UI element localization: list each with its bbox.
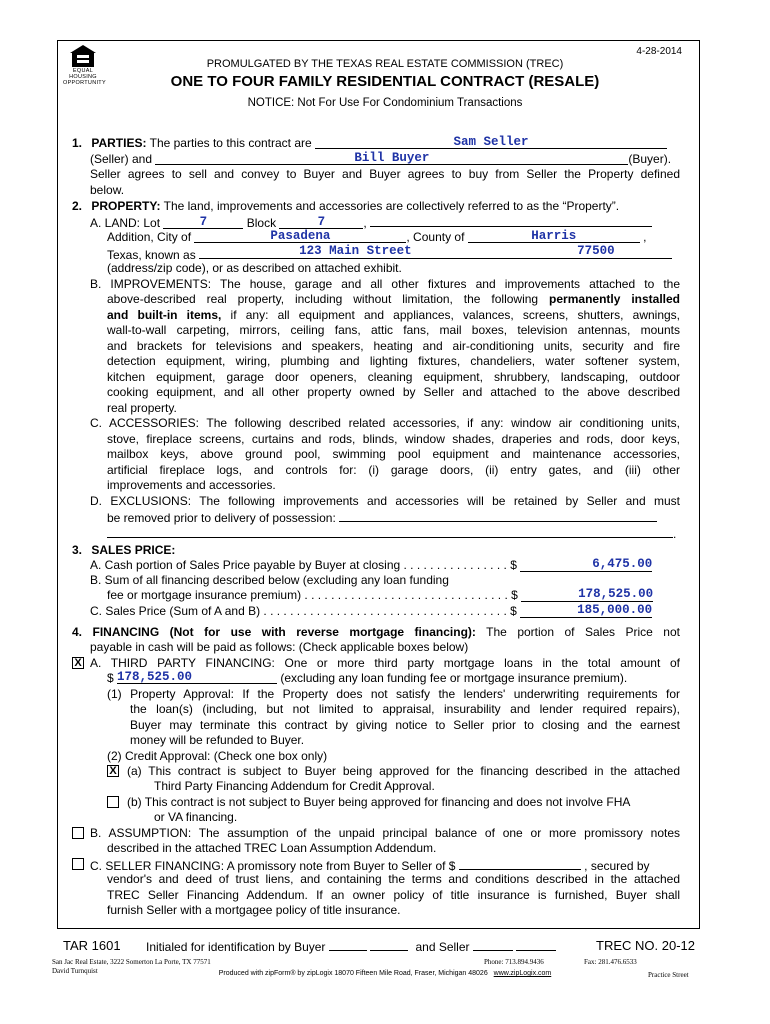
improvements-5: and brackets for televisions and speakers, heating and air-conditioning units, security and fire bbox=[107, 339, 680, 353]
seller-financing-checkbox[interactable] bbox=[72, 858, 84, 870]
property-heading: 2. PROPERTY: The land, improvements and accessories are collectively referred to as the “Property”. bbox=[72, 199, 620, 213]
seller-financing-3: TREC Seller Financing Addendum. If an owner policy of title insurance is furnished, Buyer shall bbox=[107, 888, 680, 902]
credit-approval: (2) Credit Approval: (Check one box only) bbox=[107, 749, 328, 763]
cash-portion-line: A. Cash portion of Sales Price payable by Buyer at closing . . . . . . . . . . . . . . . . $ 6,475.00 bbox=[90, 557, 653, 572]
accessories-3: mailbox keys, above ground pool, swimming pool equipment and maintenance accessories, bbox=[107, 447, 680, 461]
assumption-checkbox[interactable] bbox=[72, 827, 84, 839]
improvements-6: detection equipment, wiring, plumbing and lighting fixtures, chandeliers, water softener system, bbox=[107, 354, 680, 368]
exclusions-1: D. EXCLUSIONS: The following improvements and accessories will be retained by Seller and must bbox=[90, 494, 680, 508]
improvements-3: and built-in items, if any: all equipment and appliances, valances, screens, shutters, awnings, bbox=[107, 308, 681, 322]
credit-approval-b-checkbox[interactable] bbox=[107, 796, 119, 808]
improvements-1: B. IMPROVEMENTS: The house, garage and all other fixtures and improvements attached to the bbox=[90, 277, 680, 291]
practice-label: Practice Street bbox=[648, 971, 689, 979]
buyer-initial-2[interactable] bbox=[370, 940, 408, 951]
third-party-checkbox[interactable]: X bbox=[72, 657, 84, 669]
credit-approval-a-1: (a) This contract is subject to Buyer being approved for the financing described in the attached bbox=[127, 764, 680, 778]
buyer-field[interactable]: Bill Buyer bbox=[155, 152, 628, 165]
address-note: (address/zip code), or as described on attached exhibit. bbox=[107, 261, 402, 275]
parties-text-end: below. bbox=[90, 183, 125, 197]
financing-heading: 4. FINANCING (Not for use with reverse mortgage financing): The portion of Sales Price not bbox=[72, 625, 680, 639]
phone: Phone: 713.894.9436 bbox=[484, 958, 544, 966]
initials-line: Initialed for identification by Buyer and Seller bbox=[146, 940, 556, 954]
improvements-8: cooking equipment, and all other property owned by Seller and attached to the above described bbox=[107, 385, 680, 399]
county-field[interactable]: Harris bbox=[468, 230, 640, 243]
sales-price-field[interactable]: 185,000.00 bbox=[520, 605, 652, 618]
credit-approval-b-2: or VA financing. bbox=[154, 810, 238, 824]
accessories-1: C. ACCESSORIES: The following described related accessories, if any: window air conditioning units, bbox=[90, 416, 680, 430]
exclusions-field[interactable] bbox=[339, 509, 657, 522]
property-approval-1: (1) Property Approval: If the Property does not satisfy the lenders' underwriting requirements for bbox=[107, 687, 680, 701]
credit-approval-a-checkbox[interactable]: X bbox=[107, 765, 119, 777]
third-party-amount-field[interactable]: 178,525.00 bbox=[117, 671, 277, 684]
exclusions-2: be removed prior to delivery of possession: bbox=[107, 509, 657, 526]
property-approval-3: Buyer may terminate this contract by giving notice to Seller prior to closing and the earnest bbox=[130, 718, 680, 732]
city-field[interactable]: Pasadena bbox=[194, 230, 406, 243]
sales-price-heading: 3. SALES PRICE: bbox=[72, 543, 176, 557]
third-party-1: A. THIRD PARTY FINANCING: One or more third party mortgage loans in the total amount of bbox=[90, 656, 680, 670]
office-line: San Jac Real Estate, 3222 Somerton La Porte, TX 77571 bbox=[52, 958, 211, 966]
accessories-5: improvements and accessories. bbox=[107, 478, 276, 492]
improvements-4: wall-to-wall carpeting, mirrors, ceiling fans, attic fans, mail boxes, television antennas, mounts bbox=[107, 323, 680, 337]
assumption-2: described in the attached TREC Loan Assumption Addendum. bbox=[107, 841, 437, 855]
produced-by: Produced with zipForm® by zipLogix 18070 Fifteen Mile Road, Fraser, Michigan 48026 www.zipLogix.com bbox=[218, 970, 552, 977]
sales-price-line: C. Sales Price (Sum of A and B) . . . . . . . . . . . . . . . . . . . . . . . . . . . . . . . . . . . . . $ 185,000.00 bbox=[90, 603, 653, 618]
block-field[interactable]: 7 bbox=[279, 216, 363, 229]
land-extra-field[interactable] bbox=[370, 214, 652, 227]
financing-sum-line-2: fee or mortgage insurance premium) . . . . . . . . . . . . . . . . . . . . . . . . . . . . . . . $ 178,525.00 bbox=[107, 587, 654, 602]
promulgated-line: PROMULGATED BY THE TEXAS REAL ESTATE COMMISSION (TREC) bbox=[206, 58, 564, 70]
property-approval-4: money will be refunded to Buyer. bbox=[130, 733, 305, 747]
seller-initial-2[interactable] bbox=[516, 940, 556, 951]
addition-line: Addition, City of Pasadena , County of Harris , bbox=[107, 229, 647, 244]
credit-approval-b-1: (b) This contract is not subject to Buyer being approved for financing and does not involve FHA bbox=[127, 795, 631, 809]
land-line: A. LAND: Lot 7 Block 7 , bbox=[90, 214, 652, 231]
third-party-2: $ 178,525.00 (excluding any loan funding fee or mortgage insurance premium). bbox=[107, 670, 628, 685]
improvements-9: real property. bbox=[107, 401, 177, 415]
seller-buyer-line: (Seller) and Bill Buyer (Buyer). bbox=[90, 151, 672, 166]
trec-number: TREC NO. 20-12 bbox=[596, 938, 695, 953]
seller-initial-1[interactable] bbox=[473, 940, 513, 951]
assumption-1: B. ASSUMPTION: The assumption of the unpaid principal balance of one or more promissory notes bbox=[90, 826, 680, 840]
financing-instruction: payable in cash will be paid as follows: (Check applicable boxes below) bbox=[90, 640, 469, 654]
logo-text-2: OPPORTUNITY bbox=[63, 80, 106, 86]
form-notice: NOTICE: Not For Use For Condominium Transactions bbox=[247, 97, 523, 109]
seller-financing-4: furnish Seller with a mortgagee policy of title insurance. bbox=[107, 903, 401, 917]
form-title: ONE TO FOUR FAMILY RESIDENTIAL CONTRACT (RESALE) bbox=[170, 73, 600, 90]
website-link[interactable]: www.zipLogix.com bbox=[493, 970, 552, 977]
buyer-initial-1[interactable] bbox=[329, 940, 367, 951]
seller-financing-2: vendor's and deed of trust liens, and containing the terms and conditions described in the attached bbox=[107, 872, 680, 886]
agent-name: David Turnquist bbox=[52, 967, 98, 975]
lot-field[interactable]: 7 bbox=[163, 216, 243, 229]
property-approval-2: the loan(s) (including, but not limited to appraisal, insurability and lender required repairs), bbox=[130, 702, 680, 716]
accessories-2: stove, fireplace screens, curtains and rods, blinds, window shades, draperies and rods, door keys, bbox=[107, 432, 680, 446]
fax: Fax: 281.476.6533 bbox=[584, 958, 637, 966]
address-field[interactable]: 123 Main Street 77500 bbox=[199, 246, 672, 259]
tar-number: TAR 1601 bbox=[63, 938, 121, 953]
exclusions-3: . bbox=[107, 525, 676, 542]
seller-field[interactable]: Sam Seller bbox=[315, 136, 667, 149]
form-date: 4-28-2014 bbox=[636, 46, 682, 57]
seller-financing-field[interactable] bbox=[459, 857, 581, 870]
financing-sum-field[interactable]: 178,525.00 bbox=[521, 589, 653, 602]
exclusions-field-2[interactable] bbox=[107, 525, 673, 538]
cash-portion-field[interactable]: 6,475.00 bbox=[520, 559, 652, 572]
accessories-4: artificial fireplace logs, and controls for: (i) garage doors, (ii) entry gates, and (iii) other bbox=[107, 463, 680, 477]
seller-financing-1: C. SELLER FINANCING: A promissory note from Buyer to Seller of $ , secured by bbox=[90, 859, 650, 873]
parties-line: 1. PARTIES: The parties to this contract are Sam Seller bbox=[72, 136, 667, 151]
known-as-line: Texas, known as 123 Main Street 77500 bbox=[107, 246, 672, 263]
improvements-2: above-described real property, including without limitation, the following permanently installed bbox=[107, 292, 681, 306]
parties-text: Seller agrees to sell and convey to Buyer and Buyer agrees to buy from Seller the Property defined bbox=[90, 167, 680, 181]
improvements-7: kitchen equipment, garage door openers, cleaning equipment, shrubbery, landscaping, outdoor bbox=[107, 370, 680, 384]
financing-sum-line-1: B. Sum of all financing described below (excluding any loan funding bbox=[90, 573, 449, 587]
credit-approval-a-2: Third Party Financing Addendum for Credit Approval. bbox=[154, 779, 435, 793]
logo-text-1: EQUAL HOUSING bbox=[69, 68, 97, 80]
